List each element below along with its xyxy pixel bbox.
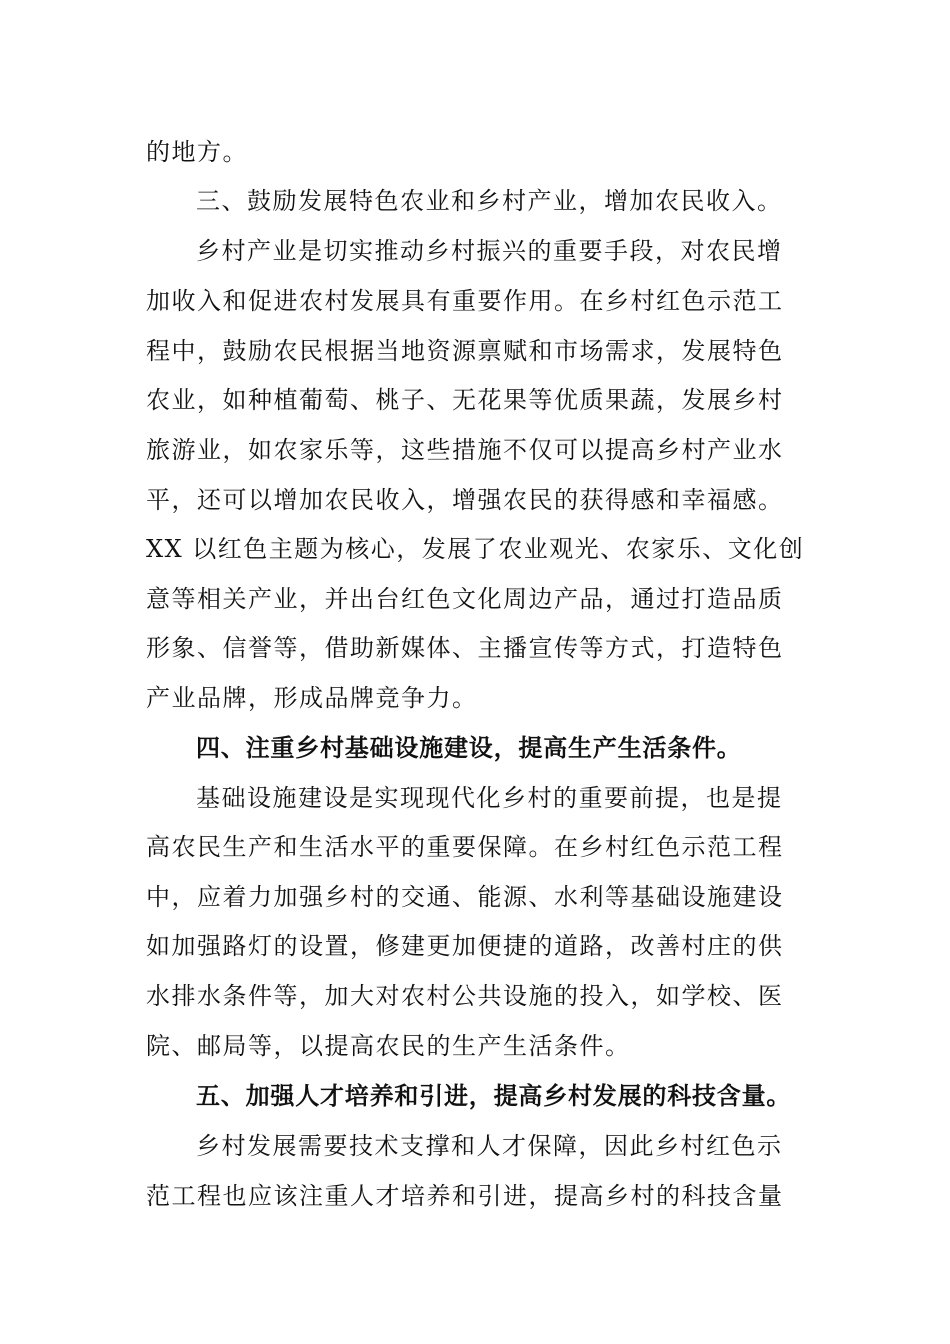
section-heading-3: 三、鼓励发展特色农业和乡村产业，增加农民收入。	[196, 187, 783, 215]
paragraph-first-line: 乡村发展需要技术支撑和人才保障，因此乡村红色示	[196, 1132, 783, 1160]
section-heading-4: 四、注重乡村基础设施建设，提高生产生活条件。	[196, 734, 742, 762]
text-line: 农业，如种植葡萄、桃子、无花果等优质果蔬，发展乡村	[146, 386, 784, 414]
text-line: 加收入和促进农村发展具有重要作用。在乡村红色示范工	[146, 287, 784, 315]
text-line: 旅游业，如农家乐等，这些措施不仅可以提高乡村产业水	[146, 436, 784, 464]
paragraph-first-line: 基础设施建设是实现现代化乡村的重要前提，也是提	[196, 784, 783, 812]
paragraph-first-line: 乡村产业是切实推动乡村振兴的重要手段，对农民增	[196, 237, 783, 265]
text-line: 平，还可以增加农民收入，增强农民的获得感和幸福感。	[146, 486, 784, 514]
text-line: 意等相关产业，并出台红色文化周边产品，通过打造品质	[146, 585, 784, 613]
text-line: 程中，鼓励农民根据当地资源禀赋和市场需求，发展特色	[146, 337, 784, 365]
text-line: 中，应着力加强乡村的交通、能源、水利等基础设施建设	[146, 883, 784, 911]
text-line: 产业品牌，形成品牌竞争力。	[146, 684, 478, 712]
text-line: XX 以红色主题为核心，发展了农业观光、农家乐、文化创	[146, 535, 805, 563]
text-line: 形象、信誉等，借助新媒体、主播宣传等方式，打造特色	[146, 634, 784, 662]
text-line: 范工程也应该注重人才培养和引进，提高乡村的科技含量	[146, 1182, 784, 1210]
text-line: 的地方。	[146, 138, 248, 166]
section-heading-5: 五、加强人才培养和引进，提高乡村发展的科技含量。	[196, 1082, 792, 1110]
text-line: 院、邮局等，以提高农民的生产生活条件。	[146, 1032, 631, 1060]
text-line: 高农民生产和生活水平的重要保障。在乡村红色示范工程	[146, 833, 784, 861]
text-line: 如加强路灯的设置，修建更加便捷的道路，改善村庄的供	[146, 932, 784, 960]
text-line: 水排水条件等，加大对农村公共设施的投入，如学校、医	[146, 982, 784, 1010]
